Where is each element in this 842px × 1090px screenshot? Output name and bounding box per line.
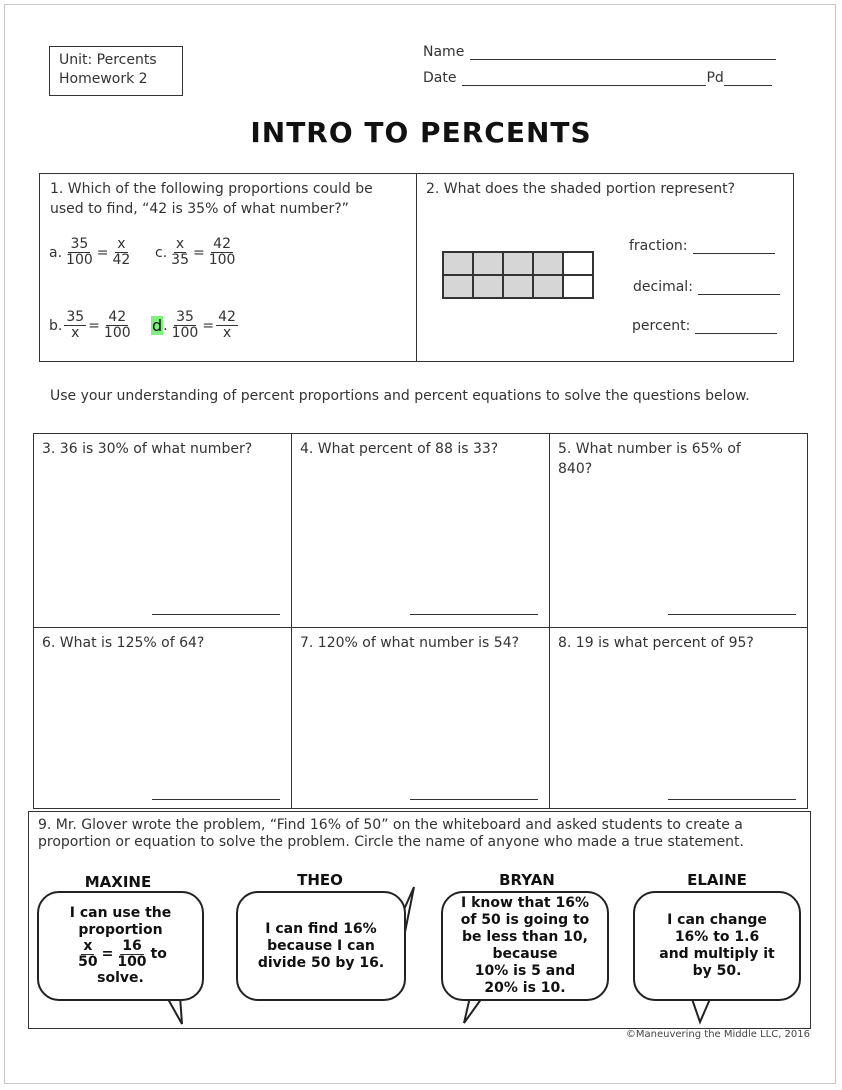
maxine-proportion bbox=[74, 939, 167, 970]
numerator: 42 bbox=[218, 309, 236, 325]
option-b-label: b. bbox=[49, 317, 63, 334]
bubble-line: I can use the bbox=[69, 905, 172, 921]
maxine-bubble bbox=[37, 891, 204, 1001]
bubble-line: because I can bbox=[267, 937, 375, 954]
homework-label: Homework 2 bbox=[59, 71, 148, 87]
equals-sign: = bbox=[192, 244, 205, 261]
numerator: x bbox=[117, 236, 126, 252]
theo-bubble bbox=[236, 891, 406, 1001]
fraction bbox=[76, 939, 99, 970]
option-c-label: c. bbox=[155, 244, 168, 261]
bubble-line: I can change bbox=[667, 912, 767, 928]
denominator: x bbox=[71, 325, 80, 341]
denominator: 100 bbox=[66, 252, 93, 268]
equals-sign: = bbox=[96, 244, 109, 261]
denominator: x bbox=[222, 325, 232, 341]
denominator: 100 bbox=[208, 252, 236, 268]
bubble-line: of 50 is going to bbox=[460, 912, 590, 928]
q2-prompt: 2. What does the shaded portion represent? bbox=[426, 181, 736, 197]
bubble-word: to bbox=[150, 946, 167, 962]
numerator: 42 bbox=[108, 309, 127, 325]
page-title: INTRO TO PERCENTS bbox=[250, 116, 592, 149]
bubble-line: 16% to 1.6 bbox=[674, 929, 760, 945]
name-bryan[interactable]: BRYAN bbox=[499, 871, 555, 889]
name-elaine[interactable]: ELAINE bbox=[687, 871, 747, 889]
name-theo[interactable]: THEO bbox=[297, 871, 343, 889]
bubble-line: because bbox=[492, 946, 558, 962]
name-label: Name bbox=[423, 44, 465, 60]
numerator: 35 bbox=[70, 236, 89, 252]
unit-label: Unit: Percents bbox=[59, 52, 157, 68]
fraction-label: fraction: bbox=[629, 238, 688, 254]
problem-5: 5. What number is 65% of 840? bbox=[558, 441, 741, 477]
bubble-line: proportion bbox=[78, 922, 163, 938]
fraction bbox=[115, 939, 148, 970]
bubble-line: I can find 16% bbox=[265, 920, 377, 937]
problem-7: 7. 120% of what number is 54? bbox=[300, 635, 520, 651]
denominator: 42 bbox=[112, 252, 131, 268]
pd-label: Pd bbox=[706, 70, 724, 86]
option-a-label: a. bbox=[49, 244, 63, 261]
elaine-bubble bbox=[633, 891, 801, 1001]
problem-3: 3. 36 is 30% of what number? bbox=[42, 441, 253, 457]
equals-sign: = bbox=[101, 946, 114, 962]
bubble-line: be less than 10, bbox=[462, 929, 588, 945]
elaine-tail bbox=[692, 999, 710, 1022]
problem-8: 8. 19 is what percent of 95? bbox=[558, 635, 754, 651]
numerator: 35 bbox=[176, 309, 194, 325]
bubble-line: and multiply it bbox=[659, 946, 775, 962]
equals-sign: = bbox=[88, 317, 100, 334]
option-d-highlight: d bbox=[152, 316, 163, 335]
numerator: 16 bbox=[122, 938, 142, 954]
copyright-footer: ©Maneuvering the Middle LLC, 2016 bbox=[625, 1029, 810, 1040]
problem-6: 6. What is 125% of 64? bbox=[42, 635, 205, 651]
numerator: 35 bbox=[66, 309, 85, 325]
q1-prompt: 1. Which of the following proportions could be used to find, “42 is 35% of what number?” bbox=[50, 181, 373, 217]
numerator: x bbox=[175, 236, 185, 252]
denominator: 50 bbox=[78, 954, 98, 970]
numerator: 42 bbox=[213, 236, 231, 252]
denominator: 100 bbox=[117, 954, 147, 970]
bubble-line: solve. bbox=[97, 970, 144, 986]
denominator: 100 bbox=[171, 325, 199, 341]
bubble-line: 10% is 5 and bbox=[474, 963, 576, 979]
name-maxine[interactable]: MAXINE bbox=[84, 873, 152, 891]
date-label: Date bbox=[423, 70, 457, 86]
denominator: 100 bbox=[103, 325, 131, 341]
q9-prompt: 9. Mr. Glover wrote the problem, “Find 16% of 50” on the whiteboard and asked students to create a proportion or equation to solve the problem. Circle the name of anyone who made a true statement. bbox=[38, 817, 744, 850]
equals-sign: = bbox=[202, 317, 215, 334]
bubble-line: 20% is 10. bbox=[484, 980, 566, 996]
bubble-line: divide 50 by 16. bbox=[257, 954, 385, 971]
problem-4: 4. What percent of 88 is 33? bbox=[300, 441, 499, 457]
numerator: x bbox=[83, 938, 93, 954]
instructions: Use your understanding of percent proportions and percent equations to solve the questions below. bbox=[50, 388, 750, 404]
bubble-line: by 50. bbox=[692, 963, 742, 979]
decimal-label: decimal: bbox=[633, 279, 693, 295]
denominator: 35 bbox=[171, 252, 189, 268]
bryan-bubble bbox=[441, 891, 609, 1001]
percent-label: percent: bbox=[632, 318, 691, 334]
bubble-line: I know that 16% bbox=[461, 895, 589, 911]
option-d-dot: . bbox=[163, 317, 168, 334]
